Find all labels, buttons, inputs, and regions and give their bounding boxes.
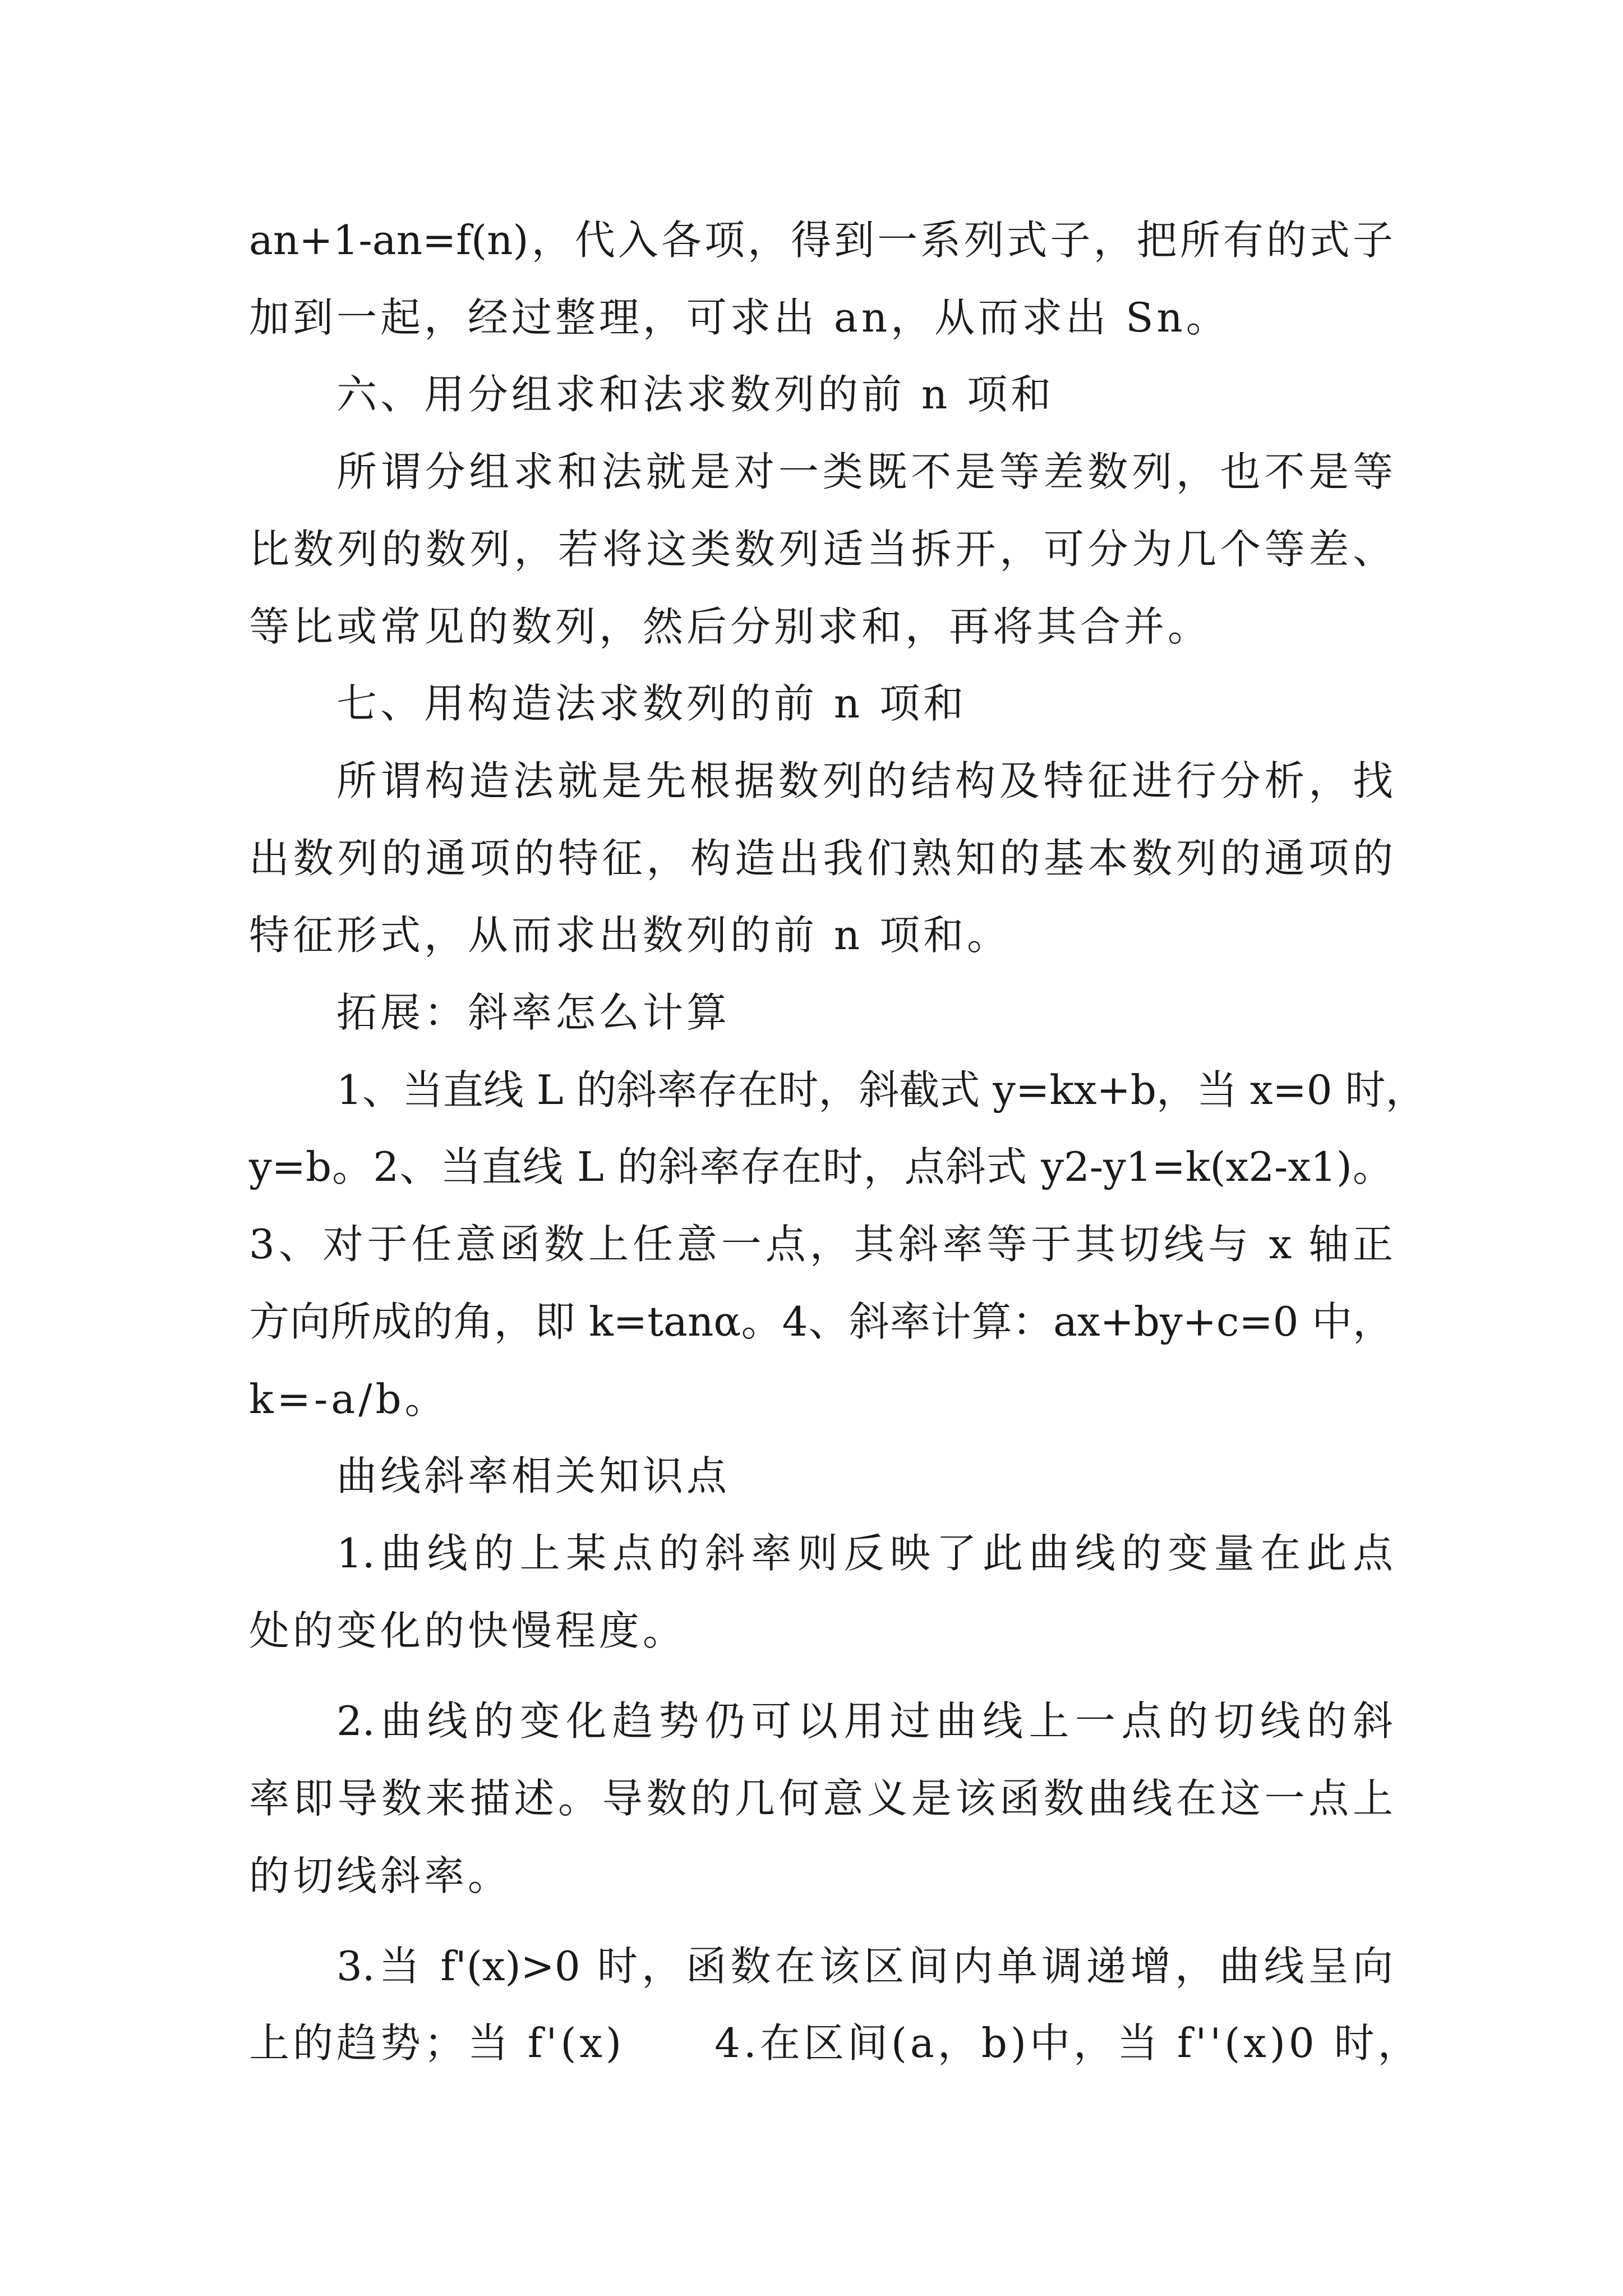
section-heading: 拓展：斜率怎么计算	[336, 989, 731, 1036]
section-heading: 六、用分组求和法求数列的前 n 项和	[336, 371, 1055, 418]
text-line: k=-a/b。	[249, 1375, 449, 1423]
section-heading: 曲线斜率相关知识点	[336, 1452, 731, 1499]
text-line: 等比或常见的数列，然后分别求和，再将其合并。	[249, 603, 1212, 650]
text-line: y=b。2、当直线 L 的斜率存在时，点斜式 y2-y1=k(x2-x1)。	[249, 1143, 1393, 1190]
text-line: 特征形式，从而求出数列的前 n 项和。	[249, 912, 1011, 959]
text-line	[249, 2015, 1422, 2071]
text-line: 所谓分组求和法就是对一类既不是等差数列，也不是等	[336, 448, 1393, 495]
text-line: an+1-an=f(n)，代入各项，得到一系列式子，把所有的式子	[249, 217, 1393, 264]
text-fragment: 上的趋势；当 f'(x)	[249, 2019, 625, 2067]
text-line: 3、对于任意函数上任意一点，其斜率等于其切线与 x 轴正	[249, 1221, 1393, 1268]
text-line: 1、当直线 L 的斜率存在时，斜截式 y=kx+b，当 x=0 时，	[336, 1066, 1426, 1114]
text-line: 加到一起，经过整理，可求出 an，从而求出 Sn。	[249, 294, 1230, 341]
section-heading: 七、用构造法求数列的前 n 项和	[336, 680, 967, 727]
text-line: 处的变化的快慢程度。	[249, 1607, 687, 1654]
text-fragment: 4.在区间(a，b)中，当 f''(x)0 时，	[714, 2019, 1422, 2067]
text-line: 比数列的数列，若将这类数列适当拆开，可分为几个等差、	[249, 526, 1393, 573]
text-line: 3.当 f'(x)>0 时，函数在该区间内单调递增，曲线呈向	[336, 1943, 1393, 1990]
text-line: 所谓构造法就是先根据数列的结构及特征进行分析，找	[336, 757, 1393, 804]
text-line: 率即导数来描述。导数的几何意义是该函数曲线在这一点上	[249, 1775, 1393, 1822]
text-line: 出数列的通项的特征，构造出我们熟知的基本数列的通项的	[249, 835, 1393, 882]
text-line: 2.曲线的变化趋势仍可以用过曲线上一点的切线的斜	[336, 1697, 1393, 1745]
text-line: 1.曲线的上某点的斜率则反映了此曲线的变量在此点	[336, 1530, 1393, 1577]
text-line: 的切线斜率。	[249, 1852, 512, 1899]
text-line: 方向所成的角，即 k=tanα。4、斜率计算：ax+by+c=0 中，	[249, 1298, 1393, 1345]
